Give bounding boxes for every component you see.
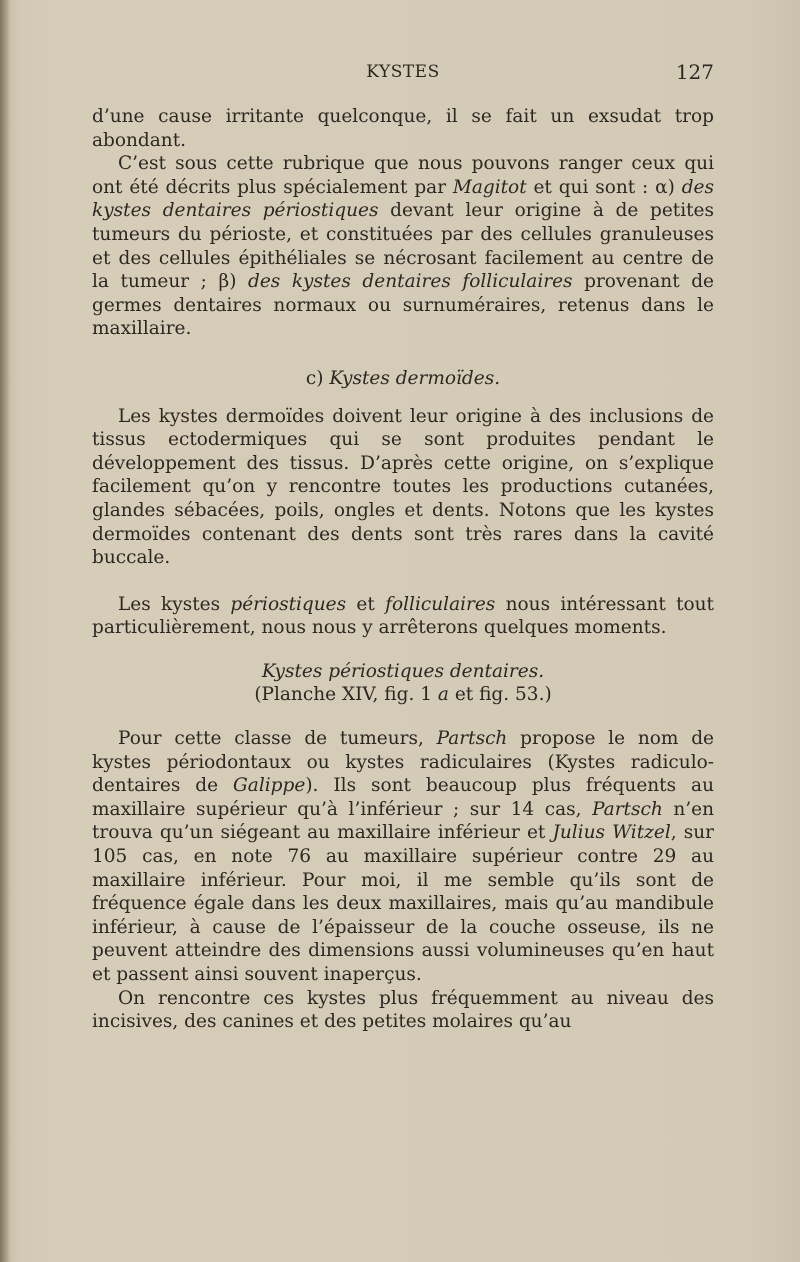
- text-run: et qui sont :: [526, 176, 656, 198]
- section-heading: [92, 660, 714, 684]
- author-name: Galippe: [233, 775, 306, 797]
- text-run: et fig. 53.): [448, 684, 552, 706]
- text-run: (Planche XIV, fig. 1: [254, 684, 438, 706]
- text-run: C’est sous cette rubrique que nous pouvons ranger ceux qui ont été décrits plus spécialement par: [92, 153, 714, 198]
- text-run: ): [667, 176, 682, 198]
- section-heading: [92, 367, 714, 391]
- author-name: Magitot: [452, 176, 527, 198]
- page-binding-edge: [0, 0, 10, 1262]
- text-run: Les kystes: [118, 593, 231, 615]
- heading-title: Kystes périostiques dentaires.: [261, 660, 545, 682]
- text-run: provenant de germes dentaires normaux ou surnuméraires, retenus dans le maxillaire.: [92, 271, 714, 340]
- body-text: [92, 105, 714, 1034]
- emphasis: périostiques: [230, 593, 347, 615]
- paragraph: d’une cause irritante quelconque, il se fait un exsudat trop abondant.: [92, 106, 714, 151]
- heading-prefix: c): [305, 367, 330, 389]
- emphasis: folliculaires: [385, 593, 496, 615]
- text-run: , sur 105 cas, en note 76 au maxillaire supérieur contre 29 au maxillaire inférieur. Pour moi, il me semble qu’ils sont de fréquence égale dans les deux maxillaires, mais qu’au mandibule inférieur, à cause de l’épaisseur de la couche osseuse, ils ne peuvent atteindre des dimensions aussi volumineuses qu’en haut et passent ainsi souvent inaperçus.: [92, 822, 714, 985]
- running-head: KYSTES: [366, 62, 440, 82]
- paragraph: [92, 727, 714, 987]
- text-run: Pour cette classe de tumeurs,: [118, 728, 437, 750]
- text-run: nous intéressant tout particulièrement, nous nous y arrêterons quelques moments.: [92, 593, 714, 639]
- text-run: et: [346, 593, 386, 615]
- text-run: devant leur origine à de petites tumeurs du périoste, et constituées par des cellules granuleuses et des cellules épithéliales se nécrosant facilement au centre de la tumeur ;: [92, 200, 714, 293]
- greek-letter: β: [218, 271, 230, 293]
- author-name: Partsch: [436, 728, 508, 750]
- paragraph: Les kystes dermoïdes doivent leur origine à des inclusions de tissus ectodermiques qui se sont produites pendant le développement des tissus. D’après cette origine, on s’explique facilement qu’on y rencontre toutes les productions cutanées, glandes sébacées, poils, ongles et dents. Notons que les kystes dermoïdes contenant des dents sont très rares dans la cavité buccale.: [92, 405, 714, 569]
- paragraph: On rencontre ces kystes plus fréquemment au niveau des incisives, des canines et des petites molaires qu’au: [92, 987, 714, 1033]
- heading-title: Kystes dermoïdes.: [329, 367, 501, 389]
- emphasis: des kystes dentaires folliculaires: [247, 271, 573, 293]
- emphasis: des kystes dentaires périostiques: [92, 176, 714, 222]
- page-header: [92, 62, 714, 88]
- text-run: propose le nom de kystes périodontaux ou kystes radiculaires (Kystes radiculo-dentaires de: [92, 728, 714, 797]
- emphasis: a: [437, 684, 449, 706]
- greek-letter: α: [655, 176, 668, 198]
- page-number: 127: [675, 60, 714, 84]
- author-name: Partsch: [592, 798, 663, 820]
- author-name: Julius Witzel: [552, 822, 671, 844]
- paragraph: [92, 593, 714, 640]
- text-run: ). Ils sont beaucoup plus fréquents au maxillaire supérieur qu’à l’inférieur ; sur 14 cas,: [92, 775, 714, 820]
- plate-reference: [92, 683, 714, 707]
- text-run: n’en trouva qu’un siégeant au maxillaire inférieur et: [92, 798, 714, 844]
- paragraph: [92, 152, 714, 341]
- text-run: ): [229, 271, 248, 293]
